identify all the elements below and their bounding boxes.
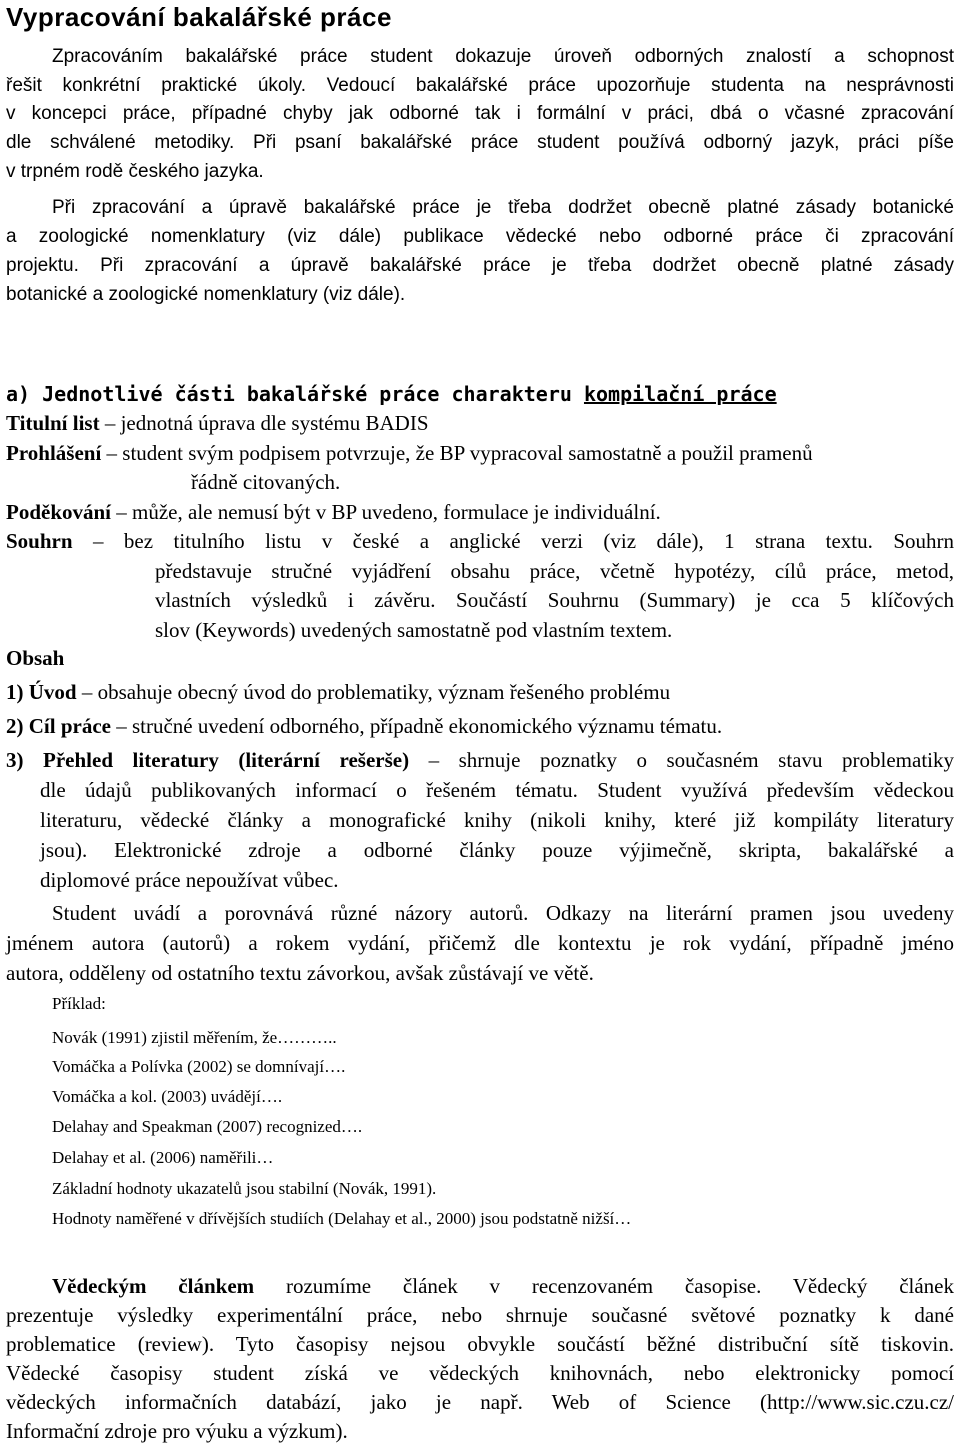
paragraph-line: Při zpracování a úpravě bakalářské práce je třeba dodržet obecně platné zásady botanické <box>52 197 954 218</box>
section-heading-text: a) Jednotlivé části bakalářské práce charakteru <box>6 382 584 406</box>
paragraph-line: prezentuje výsledky experimentální práce, nebo shrnuje současné světové poznatky k dané <box>6 1303 954 1327</box>
section-heading <box>6 384 777 404</box>
item-term: 1) Úvod <box>6 680 77 704</box>
item-podekovani <box>6 502 661 523</box>
paragraph-line: vědeckých informačních databází, jako je např. Web of Science (http://www.sic.czu.cz/ <box>6 1390 954 1414</box>
item-continuation: slov (Keywords) uvedených samostatně pod vlastním textem. <box>155 618 673 642</box>
item-text: – bez titulního listu v české a anglické verzi (viz dále), 1 strana textu. Souhrn <box>72 529 954 553</box>
example-item: Novák (1991) zjistil měřením, že……….. <box>52 1028 337 1047</box>
example-item: Hodnoty naměřené v dřívějších studiích (Delahay et al., 2000) jsou podstatně nižší… <box>52 1209 632 1228</box>
example-item: Delahay et al. (2006) naměřili… <box>52 1148 274 1167</box>
paragraph-line: Student uvádí a porovnává různé názory autorů. Odkazy na literární pramen jsou uvedeny <box>52 901 954 925</box>
paragraph-line: a zoologické nomenklatury (viz dále) publikace vědecké nebo odborné práce či zpracování <box>6 226 954 247</box>
item-text: – shrnuje poznatky o současném stavu problematiky <box>409 748 954 772</box>
example-item: Vomáčka a Polívka (2002) se domnívají…. <box>52 1057 346 1076</box>
item-continuation: řádně citovaných. <box>191 470 341 494</box>
item-text: – může, ale nemusí být v BP uvedeno, formulace je individuální. <box>111 500 661 524</box>
item-titulni-list <box>6 413 429 434</box>
paragraph-line: autora, odděleny od ostatního textu závorkou, avšak zůstávají ve větě. <box>6 961 594 985</box>
section-heading-underlined: kompilační práce <box>583 382 777 406</box>
item-continuation: literaturu, vědecké články a monografické knihy (nikoli knihy, které již kompiláty literatury <box>40 808 954 832</box>
paragraph-line <box>52 1276 954 1297</box>
item-term: Souhrn <box>6 529 73 553</box>
paragraph-line: Vědecké časopisy student získá ve vědeckých knihovnách, nebo elektronicky pomocí <box>6 1361 954 1385</box>
intro-line: dle schválené metodiky. Při psaní bakalářské práce student používá odborný jazyk, práci píše <box>6 132 954 153</box>
item-term: Prohlášení <box>6 441 102 465</box>
example-label: Příklad: <box>52 994 106 1013</box>
article-text: rozumíme článek v recenzovaném časopise. Vědecký článek <box>254 1274 955 1298</box>
item-continuation: dle údajů publikovaných informací o řešeném tématu. Student využívá především vědeckou <box>40 778 954 802</box>
item-uvod <box>6 682 670 703</box>
item-obsah <box>6 648 64 669</box>
item-continuation: představuje stručné vyjádření obsahu práce, včetně hypotézy, cílů práce, metod, <box>155 559 954 583</box>
paragraph-line: problematice (review). Tyto časopisy nejsou obvykle součástí běžné distribuční sítě tiskovin. <box>6 1332 954 1356</box>
example-item: Základní hodnoty ukazatelů jsou stabilní (Novák, 1991). <box>52 1179 437 1198</box>
item-souhrn <box>6 531 954 552</box>
item-prehled-literatury <box>6 750 954 771</box>
item-continuation: jsou). Elektronické zdroje a odborné články pouze výjimečně, skripta, bakalářské a <box>40 838 954 862</box>
item-text: – jednotná úprava dle systému BADIS <box>99 411 429 435</box>
intro-line: v koncepci práce, případné chyby jak odborné tak i formální v práci, dbá o včasné zpracování <box>6 103 954 124</box>
item-continuation: diplomové práce nepoužívat vůbec. <box>40 868 339 892</box>
item-term: Poděkování <box>6 500 112 524</box>
paragraph-line: Informační zdroje pro výuku a výzkum). <box>6 1419 348 1443</box>
paragraph-line: projektu. Při zpracování a úpravě bakalářské práce je třeba dodržet obecně platné zásady <box>6 255 954 276</box>
page-title: Vypracování bakalářské práce <box>6 2 392 32</box>
item-term: 2) Cíl práce <box>6 714 111 738</box>
intro-line: Zpracováním bakalářské práce student dokazuje úroveň odborných znalostí a schopnost <box>52 46 954 67</box>
item-text: – obsahuje obecný úvod do problematiky, význam řešeného problému <box>76 680 671 704</box>
example-item: Delahay and Speakman (2007) recognized…. <box>52 1117 363 1136</box>
item-cil-prace <box>6 716 722 737</box>
example-item: Vomáčka a kol. (2003) uvádějí…. <box>52 1087 283 1106</box>
paragraph-line: jménem autora (autorů) a rokem vydání, přičemž dle kontextu je rok vydání, případně jméno <box>6 931 954 955</box>
intro-line: řešit konkrétní praktické úkoly. Vedoucí bakalářské práce upozorňuje studenta na nesprávnosti <box>6 75 954 96</box>
item-text: – stručné uvedení odborného, případně ekonomického významu tématu. <box>110 714 723 738</box>
item-term: 3) Přehled literatury (literární rešerše) <box>6 748 410 772</box>
item-text: – student svým podpisem potvrzuje, že BP vypracoval samostatně a použil pramenů <box>101 441 813 465</box>
article-term: Vědeckým článkem <box>52 1274 255 1298</box>
item-term: Obsah <box>6 646 65 670</box>
item-prohlaseni <box>6 443 813 464</box>
item-continuation: vlastních výsledků i závěru. Součástí Souhrnu (Summary) je cca 5 klíčových <box>155 588 954 612</box>
paragraph-line: botanické a zoologické nomenklatury (viz dále). <box>6 284 406 305</box>
item-term: Titulní list <box>6 411 100 435</box>
intro-line: v trpném rodě českého jazyka. <box>6 161 264 182</box>
